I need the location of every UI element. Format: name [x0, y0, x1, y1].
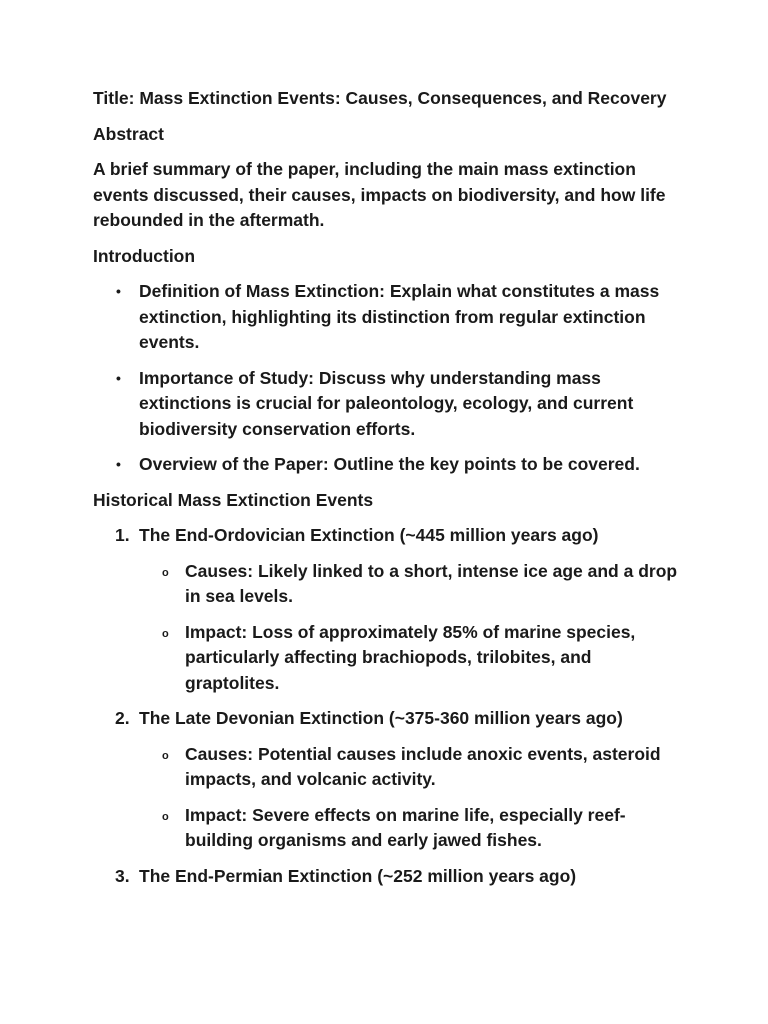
event-point-text: Causes: Likely linked to a short, intense ice age and a drop in sea levels. — [185, 560, 678, 606]
document-page — [93, 86, 683, 899]
event-heading — [93, 864, 683, 890]
event-points — [93, 559, 683, 697]
list-item-text: Definition of Mass Extinction: Explain what constitutes a mass extinction, highlighting its distinction from regular extinction events. — [139, 281, 660, 352]
event-point — [93, 620, 683, 697]
event-number: 3. — [115, 865, 130, 886]
document-title: Title: Mass Extinction Events: Causes, Consequences, and Recovery — [93, 88, 667, 108]
list-item-text: Overview of the Paper: Outline the key points to be covered. — [139, 454, 640, 474]
sub-bullet-icon: o — [162, 566, 169, 579]
bullet-icon: • — [116, 456, 121, 472]
list-item — [93, 452, 683, 478]
introduction-heading: Introduction — [93, 245, 196, 266]
event-point — [93, 559, 683, 610]
bullet-icon: • — [116, 283, 121, 299]
event-heading — [93, 706, 683, 732]
abstract-heading: Abstract — [93, 123, 164, 144]
event-title: The Late Devonian Extinction (~375-360 million years ago) — [139, 708, 623, 728]
sub-bullet-icon: o — [162, 627, 169, 640]
sub-bullet-icon: o — [162, 810, 169, 823]
extinction-event — [93, 523, 683, 696]
sub-bullet-icon: o — [162, 749, 169, 762]
introduction-list — [93, 279, 683, 478]
extinction-event — [93, 706, 683, 854]
extinction-events-list — [93, 523, 683, 889]
event-point-text: Impact: Loss of approximately 85% of marine species, particularly affecting brachiopods, trilobites, and graptolites. — [185, 621, 636, 693]
event-number: 1. — [115, 525, 130, 545]
bullet-icon: • — [116, 369, 121, 386]
event-point — [93, 803, 683, 854]
event-points — [93, 742, 683, 854]
event-number: 2. — [115, 708, 130, 728]
event-point — [93, 742, 683, 793]
extinction-event — [93, 864, 683, 890]
list-item — [93, 366, 683, 443]
event-point-text: Causes: Potential causes include anoxic events, asteroid impacts, and volcanic activity. — [185, 743, 661, 789]
event-point-text: Impact: Severe effects on marine life, especially reef-building organisms and early jawed fishes. — [185, 804, 626, 850]
event-heading — [93, 523, 683, 549]
list-item-text: Importance of Study: Discuss why understanding mass extinctions is crucial for paleontology, ecology, and current biodiversity conservation efforts. — [139, 367, 634, 439]
historical-heading: Historical Mass Extinction Events — [93, 489, 374, 510]
list-item — [93, 279, 683, 356]
event-title: The End-Permian Extinction (~252 million years ago) — [139, 865, 577, 886]
event-title: The End-Ordovician Extinction (~445 million years ago) — [139, 525, 599, 545]
abstract-text: A brief summary of the paper, including the main mass extinction events discussed, their causes, impacts on biodiversity, and how life rebounded in the aftermath. — [93, 159, 666, 230]
